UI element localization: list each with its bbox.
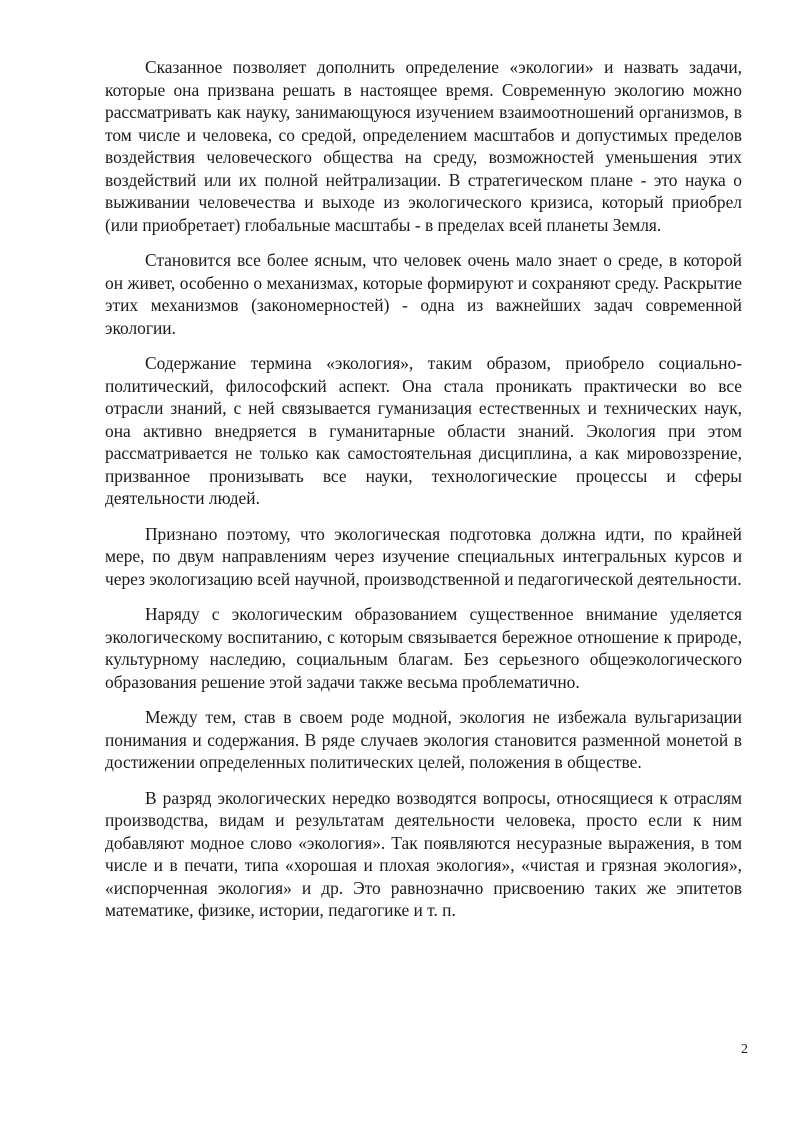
paragraph-ecological-training: Признано поэтому, что экологическая подготовка должна идти, по крайней мере, по двум направлениям через изучение специальных интегральных курсов и через экологизацию всей научной, производственной и педагогической деятельности.	[105, 523, 742, 589]
page-number: 2	[741, 1042, 748, 1057]
document-body	[105, 56, 742, 935]
paragraph-environment-mechanisms: Становится все более ясным, что человек очень мало знает о среде, в которой он живет, особенно о механизмах, которые формируют и сохраняют среду. Раскрытие этих механизмов (закономерностей) - одна из важнейших задач современной экологии.	[105, 250, 742, 338]
paragraph-term-content: Содержание термина «экология», таким образом, приобрело социально-политический, философский аспект. Она стала проникать практически во все отрасли знаний, с ней связывается гуманизация естественных и технических наук, она активно внедряется в гуманитарные области знаний. Экология при этом рассматривается не только как самостоятельная дисциплина, а как мировоззрение, призванное пронизывать все науки, технологические процессы и сферы деятельности людей.	[105, 353, 742, 508]
paragraph-absurd-expressions: В разряд экологических нередко возводятся вопросы, относящиеся к отраслям производства, видам и результатам деятельности человека, просто если к ним добавляют модное слово «экология». Так появляются несуразные выражения, в том числе и в печати, типа «хорошая и плохая экология», «чистая и грязная экология», «испорченная экология» и др. Это равнозначно присвоению таких же эпитетов математике, физике, истории, педагогике и т. п.	[105, 787, 742, 920]
paragraph-vulgarization: Между тем, став в своем роде модной, экология не избежала вульгаризации понимания и содержания. В ряде случаев экология становится разменной монетой в достижении определенных политических целей, положения в обществе.	[105, 707, 742, 772]
paragraph-ecological-upbringing: Наряду с экологическим образованием существенное внимание уделяется экологическому воспитанию, с которым связывается бережное отношение к природе, культурному наследию, социальным благам. Без серьезного общеэкологического образования решение этой задачи также весьма проблематично.	[105, 604, 742, 692]
paragraph-ecology-definition: Сказанное позволяет дополнить определение «экологии» и назвать задачи, которые она призвана решать в настоящее время. Современную экологию можно рассматривать как науку, занимающуюся изучением взаимоотношений организмов, в том числе и человека, со средой, определением масштабов и допустимых пределов воздействия человеческого общества на среду, возможностей уменьшения этих воздействий или их полной нейтрализации. В стратегическом плане - это наука о выживании человечества и выходе из экологического кризиса, который приобрел (или приобретает) глобальные масштабы - в пределах всей планеты Земля.	[105, 57, 742, 235]
